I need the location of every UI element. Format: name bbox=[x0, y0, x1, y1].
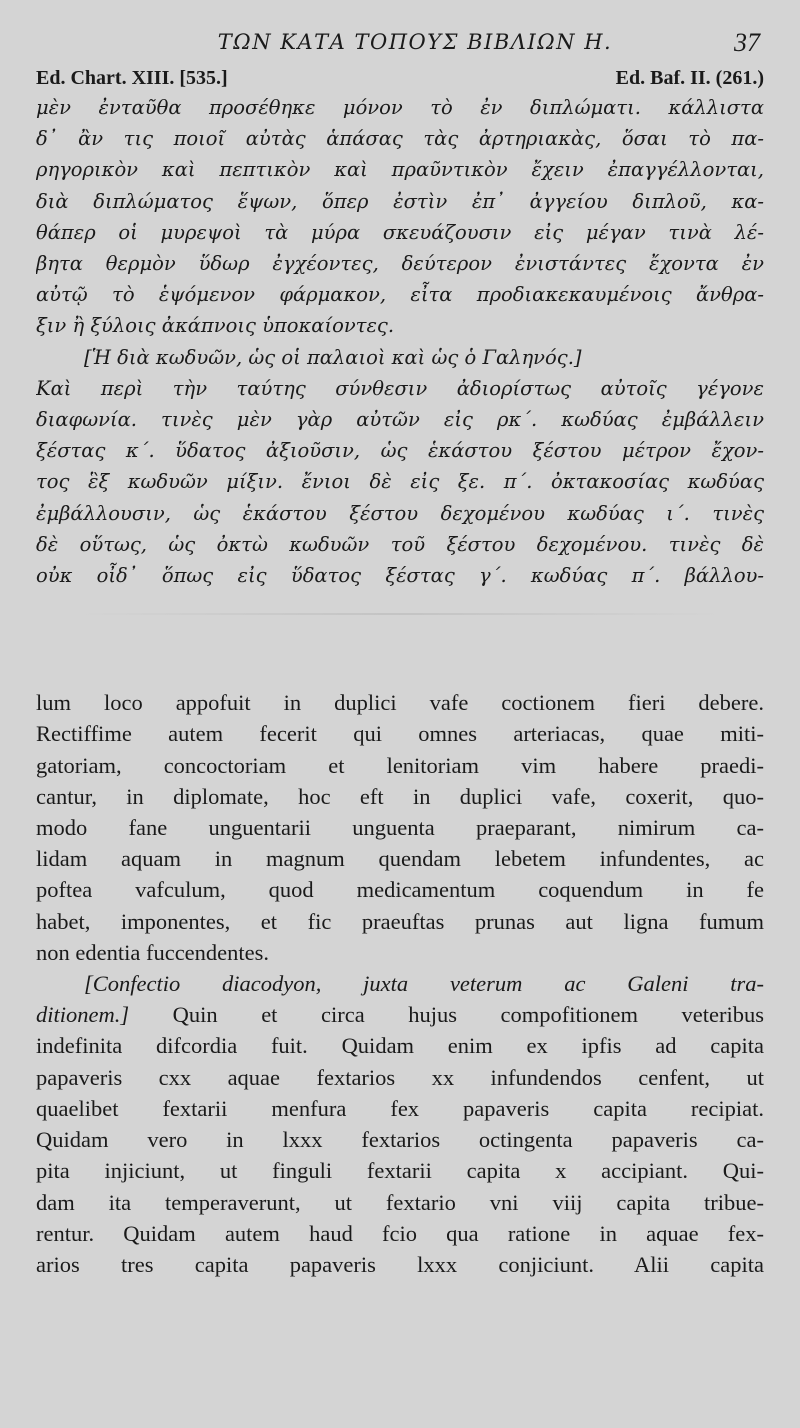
edition-left: Ed. Chart. XIII. [535.] bbox=[36, 67, 228, 89]
latin-line: lidam aquam in magnum quendam lebetem infundentes, ac bbox=[36, 846, 764, 872]
greek-line: οὐκ οἶδ᾽ ὅπως εἰς ὕδατος ξέστας γ΄. κωδύας π΄. βάλλου- bbox=[36, 564, 764, 588]
greek-line: ξέστας κ΄. ὕδατος ἀξιοῦσιν, ὡς ἑκάστου ξέστου μέτρον ἔχον- bbox=[36, 439, 764, 463]
greek-line: Καὶ περὶ τὴν ταύτης σύνθεσιν ἀδιορίστως αὐτοῖς γέγονε bbox=[36, 376, 764, 400]
latin-line: indefinita difcordia fuit. Quidam enim ex ipfis ad capita bbox=[36, 1033, 764, 1059]
greek-line: δ᾽ ἂν τις ποιοῖ αὐτὰς ἁπάσας τὰς ἀρτηριακὰς, ὅσαι τὸ πα- bbox=[36, 127, 764, 151]
latin-line: dam ita temperaverunt, ut fextario vni viij capita tribue- bbox=[36, 1189, 764, 1215]
greek-line: αὐτῷ τὸ ἑψόμενον φάρμακον, εἶτα προδιακεκαυμένοις ἄνθρα- bbox=[36, 283, 764, 307]
greek-line: τος ἓξ κωδυῶν μίξιν. ἔνιοι δὲ εἰς ξε. π΄. ὀκτακοσίας κωδύας bbox=[36, 470, 764, 494]
greek-line: διὰ διπλώματος ἕψων, ὅπερ ἐστὶν ἐπ᾽ ἀγγείου διπλοῦ, κα- bbox=[36, 189, 764, 213]
greek-line: ἐμβάλλουσιν, ὡς ἑκάστου ξέστου δεχομένου κωδύας ι΄. τινὲς bbox=[36, 501, 764, 525]
latin-line: rentur. Quidam autem haud fcio qua ratione in aquae fex- bbox=[36, 1220, 764, 1246]
latin-line: Rectiffime autem fecerit qui omnes arteriacas, quae miti- bbox=[36, 721, 764, 747]
running-title: ΤΩΝ ΚΑΤΑ ΤΟΠΟΥΣ ΒΙΒΛΙΩΝ Η. bbox=[217, 30, 613, 54]
latin-line: non edentia fuccendentes. bbox=[36, 939, 270, 965]
greek-line: βητα θερμὸν ὕδωρ ἐγχέοντες, δεύτερον ἐνιστάντες ἔχοντα ἐν bbox=[36, 252, 764, 276]
latin-line: habet, imponentes, et fic praeuftas prunas aut ligna fumum bbox=[36, 908, 764, 934]
latin-line: papaveris cxx aquae fextarios xx infundendos cenfent, ut bbox=[36, 1064, 764, 1090]
latin-line: quaelibet fextarii menfura fex papaveris capita recipiat. bbox=[36, 1095, 764, 1121]
latin-line: pita injiciunt, ut finguli fextarii capita x accipiant. Qui- bbox=[36, 1158, 764, 1184]
greek-section-heading: [Ἡ διὰ κωδυῶν, ὡς οἱ παλαιοὶ καὶ ὡς ὁ Γαληνός.] bbox=[84, 345, 582, 369]
edition-right: Ed. Baf. II. (261.) bbox=[615, 67, 764, 89]
latin-section-heading: [Confectio diacodyon, juxta veterum ac Galeni tra- bbox=[84, 971, 764, 997]
latin-heading-end: ditionem.] bbox=[36, 1002, 130, 1028]
latin-line: poftea vafculum, quod medicamentum coquendum in fe bbox=[36, 877, 764, 903]
latin-line: cantur, in diplomate, hoc eft in duplici vafe, coxerit, quo- bbox=[36, 783, 764, 809]
latin-line: arios tres capita papaveris lxxx conjiciunt. Alii capita bbox=[36, 1251, 764, 1277]
section-gap bbox=[36, 591, 764, 687]
bleed-through-divider bbox=[76, 613, 724, 615]
greek-line: δὲ οὕτως, ὡς ὀκτὼ κωδυῶν τοῦ ξέστου δεχομένου. τινὲς δὲ bbox=[36, 532, 764, 556]
latin-text bbox=[36, 687, 764, 1280]
latin-line: modo fane unguentarii unguenta praeparant, nimirum ca- bbox=[36, 815, 764, 841]
latin-line: lum loco appofuit in duplici vafe coctionem fieri debere. bbox=[36, 690, 764, 716]
running-head bbox=[36, 30, 764, 64]
edition-reference bbox=[36, 64, 764, 92]
greek-line: ξιν ἢ ξύλοις ἀκάπνοις ὑποκαίοντες. bbox=[36, 314, 395, 338]
greek-line: μὲν ἐνταῦθα προσέθηκε μόνον τὸ ἐν διπλώματι. κάλλιστα bbox=[36, 96, 764, 119]
greek-text bbox=[36, 92, 764, 591]
latin-heading-continuation bbox=[36, 999, 764, 1030]
greek-line: διαφωνία. τινὲς μὲν γὰρ αὐτῶν εἰς ρκ΄. κωδύας ἐμβάλλειν bbox=[36, 408, 764, 432]
page-number: 37 bbox=[734, 28, 760, 57]
greek-line: ρηγορικὸν καὶ πεπτικὸν καὶ πραῦντικὸν ἔχειν ἐπαγγέλλονται, bbox=[36, 158, 764, 182]
latin-line-text: Quin et circa hujus compofitionem veteribus bbox=[129, 1002, 764, 1028]
latin-line: gatoriam, concoctoriam et lenitoriam vim habere praedi- bbox=[36, 752, 764, 778]
greek-line: θάπερ οἱ μυρεψοὶ τὰ μύρα σκευάζουσιν εἰς μέγαν τινὰ λέ- bbox=[36, 220, 764, 244]
latin-line: Quidam vero in lxxx fextarios octingenta papaveris ca- bbox=[36, 1127, 764, 1153]
